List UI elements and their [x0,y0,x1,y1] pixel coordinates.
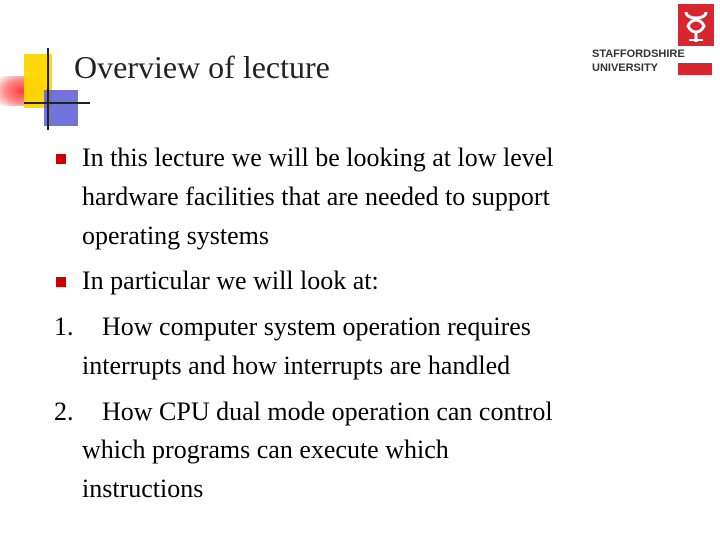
item-4-line-1: How CPU dual mode operation can control [102,397,553,426]
logo-line-2: UNIVERSITY [592,62,659,74]
item-4-number: 2. [54,397,74,426]
item-1-line-2: hardware facilities that are needed to support [82,182,550,211]
bullet-marker [56,277,66,287]
item-3-number: 1. [54,312,74,341]
item-1-line-3: operating systems [82,221,270,250]
slide-title: Overview of lecture [74,49,330,85]
bullet-marker [56,154,66,164]
item-3-line-2: interrupts and how interrupts are handled [82,351,511,380]
item-3-line-1: How computer system operation requires [102,312,531,341]
item-4-line-3: instructions [82,474,204,503]
logo-line-1: STAFFORDSHIRE [592,48,685,60]
item-1-line-1: In this lecture we will be looking at low level [82,143,554,172]
item-2-line-1: In particular we will look at: [82,266,379,295]
item-4-line-2: which programs can execute which [82,435,449,464]
